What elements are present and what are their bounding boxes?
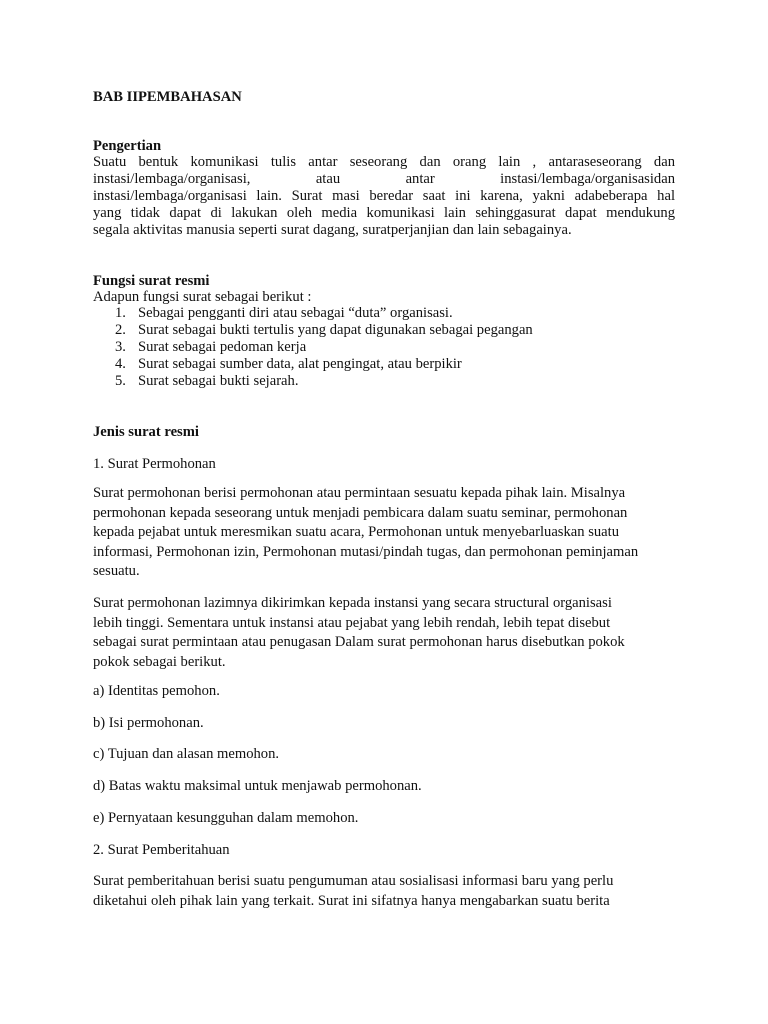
list-number: 2. (115, 322, 126, 338)
list-item-text: Sebagai pengganti diri atau sebagai “duta” organisasi. (138, 305, 453, 321)
text-line: instasi/lembaga/organisasi lain. Surat masi beredar saat ini karena, yakni adabeberapa hal (93, 188, 675, 204)
list-item-text: Surat sebagai bukti tertulis yang dapat digunakan sebagai pegangan (138, 322, 533, 338)
fungsi-intro: Adapun fungsi surat sebagai berikut : (93, 289, 312, 305)
list-number: 3. (115, 339, 126, 355)
text-line: Suatu bentuk komunikasi tulis antar seseorang dan orang lain , antaraseseorang dan (93, 154, 675, 170)
list-item-text: Surat sebagai bukti sejarah. (138, 373, 299, 389)
point-item: d) Batas waktu maksimal untuk menjawab permohonan. (93, 778, 422, 794)
text-line: instasi/lembaga/organisasi, atau antar instasi/lembaga/organisasidan (93, 171, 675, 187)
paragraph-pemberitahuan-1 (93, 872, 675, 911)
point-item: a) Identitas pemohon. (93, 683, 220, 699)
text-line: permohonan kepada seseorang untuk menjadi pembicara dalam suatu seminar, permohonan (93, 504, 628, 521)
paragraph-pengertian (93, 154, 675, 239)
text-line: pokok sebagai berikut. (93, 653, 226, 670)
text-line: Surat permohonan lazimnya dikirimkan kepada instansi yang secara structural organisasi (93, 595, 612, 611)
list-item-text: Surat sebagai pedoman kerja (138, 339, 307, 355)
list-number: 1. (115, 305, 126, 321)
list-item (93, 339, 533, 356)
point-item: e) Pernyataan kesungguhan dalam memohon. (93, 810, 359, 826)
text-line: Surat pemberitahuan berisi suatu pengumuman atau sosialisasi informasi baru yang perlu (93, 873, 614, 889)
text-line: segala aktivitas manusia seperti surat dagang, suratperjanjian dan lain sebagainya. (93, 222, 572, 238)
chapter-title: BAB IIPEMBAHASAN (93, 89, 242, 105)
text-line: Surat permohonan berisi permohonan atau permintaan sesuatu kepada pihak lain. Misalnya (93, 485, 626, 501)
text-line: kepada pejabat untuk meresmikan suatu acara, Permohonan untuk menyebarluaskan suatu (93, 524, 620, 540)
subsection-title-permohonan: 1. Surat Permohonan (93, 456, 216, 472)
point-item: c) Tujuan dan alasan memohon. (93, 746, 280, 762)
fungsi-list (93, 305, 533, 390)
text-line: sebagai surat permintaan atau penugasan Dalam surat permohonan harus disebutkan pokok (93, 634, 625, 650)
section-heading-fungsi: Fungsi surat resmi (93, 273, 210, 289)
text-line: diketahui oleh pihak lain yang terkait. Surat ini sifatnya hanya mengabarkan suatu berita (93, 892, 610, 909)
list-item (93, 356, 533, 373)
text-line: lebih tinggi. Sementara untuk instansi atau pejabat yang lebih rendah, lebih tepat disebut (93, 614, 611, 631)
list-item (93, 305, 533, 322)
point-item: b) Isi permohonan. (93, 715, 204, 731)
subsection-title-pemberitahuan: 2. Surat Pemberitahuan (93, 842, 230, 858)
paragraph-permohonan-1 (93, 484, 675, 582)
text-line: yang tidak dapat di lakukan oleh media komunikasi lain sehinggasurat dapat mendukung (93, 205, 675, 221)
list-item (93, 322, 533, 339)
text-line: informasi, Permohonan izin, Permohonan mutasi/pindah tugas, dan permohonan peminjaman (93, 543, 639, 560)
text-line: sesuatu. (93, 563, 140, 579)
list-item-text: Surat sebagai sumber data, alat pengingat, atau berpikir (138, 356, 462, 372)
section-heading-pengertian: Pengertian (93, 138, 162, 154)
paragraph-permohonan-2 (93, 594, 675, 672)
list-item (93, 373, 533, 390)
section-heading-jenis: Jenis surat resmi (93, 424, 199, 440)
list-number: 5. (115, 373, 126, 389)
list-number: 4. (115, 356, 126, 372)
